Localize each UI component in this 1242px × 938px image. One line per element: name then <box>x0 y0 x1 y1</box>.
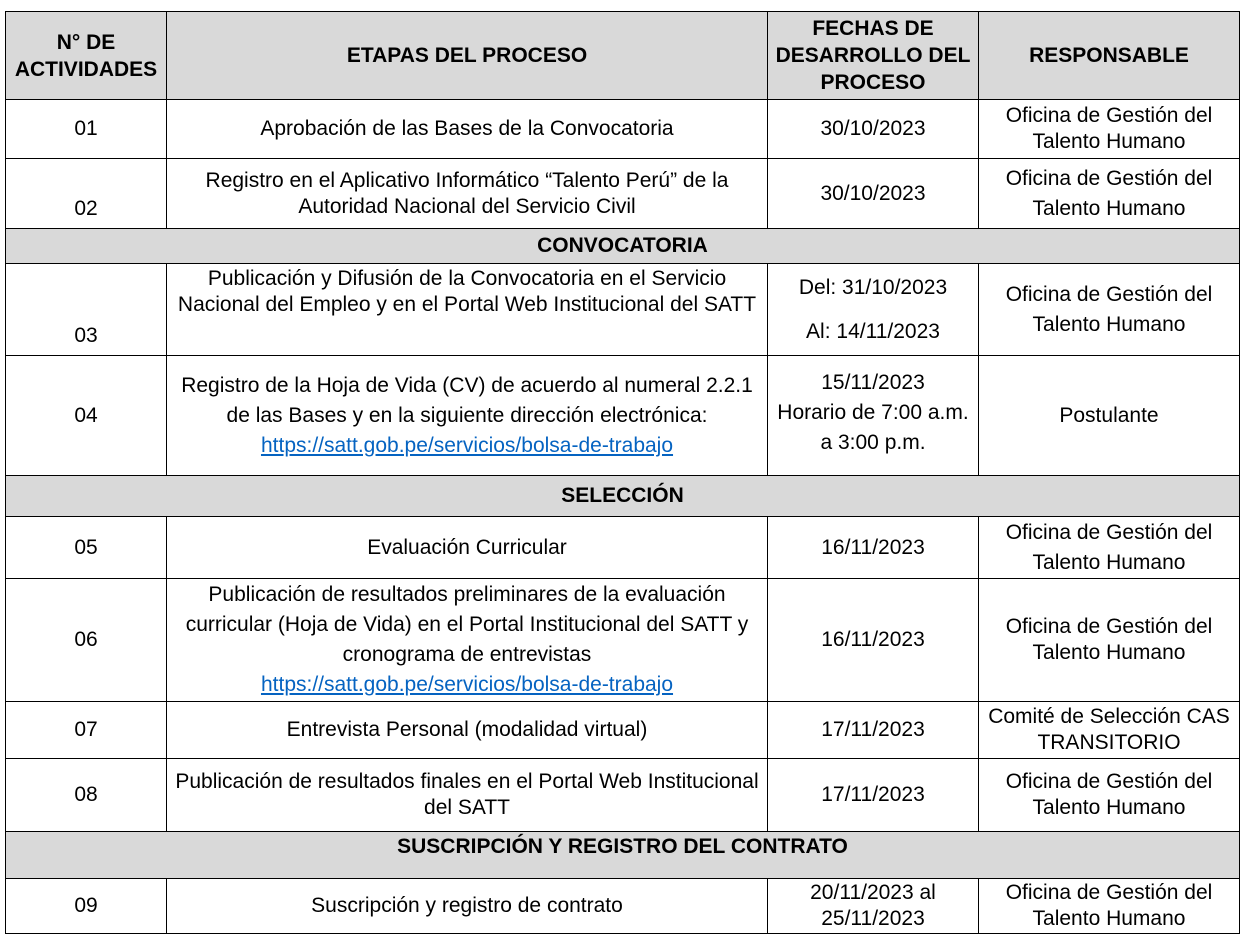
process-date: 20/11/2023 al 25/11/2023 <box>768 879 979 934</box>
responsible: Comité de Selección CAS TRANSITORIO <box>979 702 1240 759</box>
header-responsible: RESPONSABLE <box>979 12 1240 100</box>
process-stage: Registro de la Hoja de Vida (CV) de acuerdo al numeral 2.2.1 de las Bases y en la siguiente dirección electrónica: <box>181 373 753 427</box>
process-stage-cell <box>167 579 768 702</box>
activity-number: 01 <box>6 100 167 159</box>
activity-number: 08 <box>6 759 167 832</box>
table-row <box>6 759 1240 832</box>
process-date: 15/11/2023 <box>821 371 925 394</box>
process-stage: Suscripción y registro de contrato <box>167 879 768 934</box>
process-stage-cell <box>167 356 768 476</box>
process-stage: Aprobación de las Bases de la Convocatoria <box>167 100 768 159</box>
process-schedule: Horario de 7:00 a.m. a 3:00 p.m. <box>777 401 969 454</box>
table-row <box>6 100 1240 159</box>
activity-number: 09 <box>6 879 167 934</box>
date-to: Al: 14/11/2023 <box>806 319 940 343</box>
responsible: Oficina de Gestión del Talento Humano <box>979 517 1240 579</box>
responsible: Oficina de Gestión del Talento Humano <box>979 759 1240 832</box>
responsible: Oficina de Gestión del Talento Humano <box>979 100 1240 159</box>
process-date: 17/11/2023 <box>768 702 979 759</box>
process-date: 16/11/2023 <box>768 579 979 702</box>
activity-number: 06 <box>6 579 167 702</box>
header-activity-number: N° DE ACTIVIDADES <box>6 12 167 100</box>
date-from: Del: 31/10/2023 <box>798 275 948 299</box>
activity-number: 05 <box>6 517 167 579</box>
table-row <box>6 159 1240 229</box>
header-process-dates: FECHAS DE DESARROLLO DEL PROCESO <box>768 12 979 100</box>
bolsa-de-trabajo-link[interactable]: https://satt.gob.pe/servicios/bolsa-de-trabajo <box>260 673 674 696</box>
responsible: Oficina de Gestión del Talento Humano <box>979 879 1240 934</box>
section-seleccion: SELECCIÓN <box>6 476 1240 517</box>
section-suscripcion: SUSCRIPCIÓN Y REGISTRO DEL CONTRATO <box>6 832 1240 879</box>
process-date: 16/11/2023 <box>768 517 979 579</box>
table-row <box>6 517 1240 579</box>
table-row <box>6 579 1240 702</box>
section-convocatoria: CONVOCATORIA <box>6 229 1240 264</box>
process-stage: Publicación y Difusión de la Convocatoria en el Servicio Nacional del Empleo y en el Portal Web Institucional del SATT <box>167 264 768 356</box>
process-stage: Entrevista Personal (modalidad virtual) <box>167 702 768 759</box>
header-row <box>6 12 1240 100</box>
process-date: 30/10/2023 <box>768 100 979 159</box>
responsible: Oficina de Gestión del Talento Humano <box>979 264 1240 356</box>
table-row <box>6 702 1240 759</box>
activity-number: 07 <box>6 702 167 759</box>
process-date: 30/10/2023 <box>768 159 979 229</box>
activity-number: 04 <box>6 356 167 476</box>
section-row <box>6 476 1240 517</box>
process-stage: Registro en el Aplicativo Informático “Talento Perú” de la Autoridad Nacional del Servicio Civil <box>167 159 768 229</box>
process-stage: Publicación de resultados preliminares de la evaluación curricular (Hoja de Vida) en el Portal Institucional del SATT y cronograma de entrevistas <box>185 583 749 666</box>
table-row <box>6 879 1240 934</box>
activity-number: 02 <box>6 159 167 229</box>
bolsa-de-trabajo-link[interactable]: https://satt.gob.pe/servicios/bolsa-de-trabajo <box>260 433 674 457</box>
process-date-range <box>768 264 979 356</box>
header-process-stages: ETAPAS DEL PROCESO <box>167 12 768 100</box>
responsible: Postulante <box>979 356 1240 476</box>
process-date: 17/11/2023 <box>768 759 979 832</box>
section-row <box>6 832 1240 879</box>
process-stage: Evaluación Curricular <box>167 517 768 579</box>
table-row <box>6 264 1240 356</box>
section-row <box>6 229 1240 264</box>
activity-number: 03 <box>6 264 167 356</box>
process-stage: Publicación de resultados finales en el Portal Web Institucional del SATT <box>167 759 768 832</box>
process-date-cell <box>768 356 979 476</box>
responsible: Oficina de Gestión del Talento Humano <box>979 579 1240 702</box>
table-row <box>6 356 1240 476</box>
responsible: Oficina de Gestión del Talento Humano <box>979 159 1240 229</box>
schedule-table <box>5 11 1240 934</box>
